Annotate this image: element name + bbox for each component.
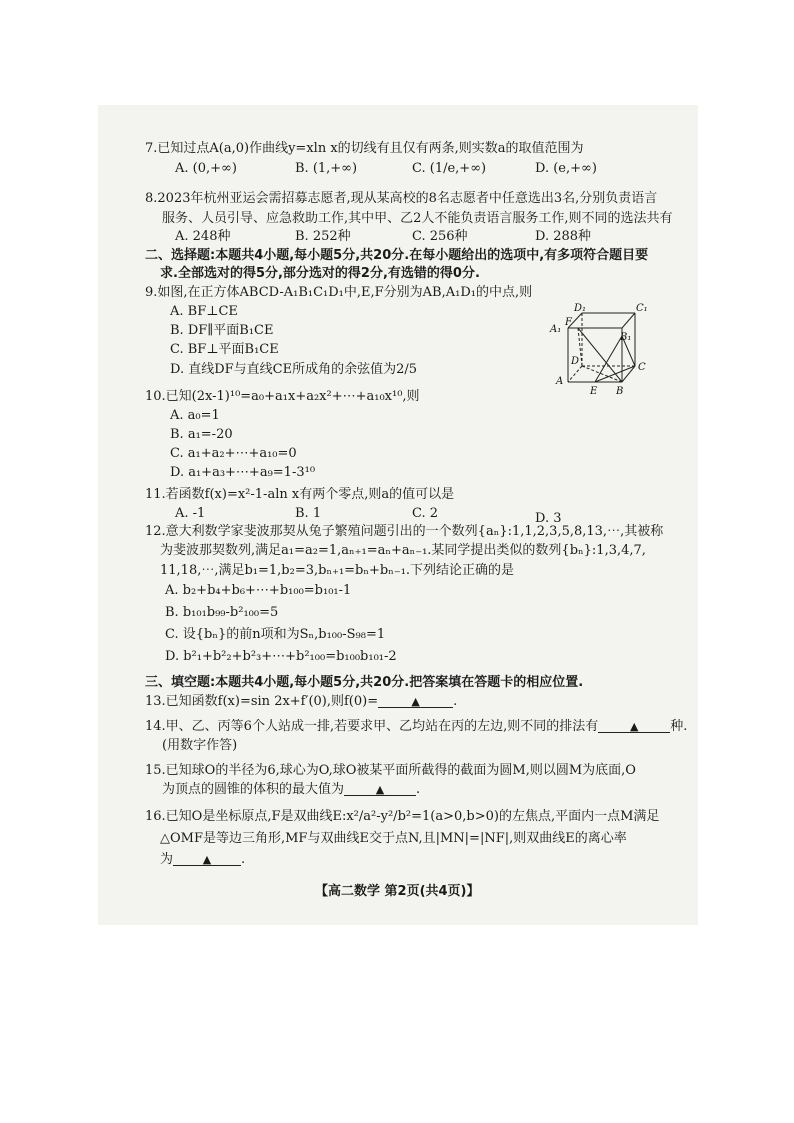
q16-line-2: △OMF是等边三角形,MF与双曲线E交于点N,且|MN|=|NF|,则双曲线E的离心率 [160, 831, 627, 846]
q12-option-c: C. 设{bₙ}的前n项和为Sₙ,b₁₀₀-S₉₈=1 [165, 627, 386, 642]
page-footer: 【高二数学 第2页(共4页)】 [315, 884, 480, 899]
q11-option-a: A. -1 [175, 506, 206, 521]
q14-text-end: 种. [670, 719, 688, 734]
blank-triangle-icon: ▲ [202, 853, 212, 866]
cube-label-a1: A₁ [550, 324, 562, 335]
cube-label-d: D [571, 356, 580, 367]
q8-option-c: C. 256种 [412, 229, 468, 244]
q16-line-3 [160, 851, 245, 869]
q7-option-d: D. (e,+∞) [535, 161, 597, 176]
blank-triangle-icon: ▲ [375, 783, 385, 796]
q11-stem: 11.若函数f(x)=x²-1-aln x有两个零点,则a的值可以是 [145, 487, 455, 502]
q12-option-a: A. b₂+b₄+b₆+⋯+b₁₀₀=b₁₀₁-1 [165, 583, 352, 598]
q16-line-1: 16.已知O是坐标原点,F是双曲线E:x²/a²-y²/b²=1(a>0,b>0)的左焦点,平面内一点M满足 [145, 809, 660, 824]
q16-text-end: . [241, 852, 246, 867]
section-2-heading-line-1: 二、选择题:本题共4小题,每小题5分,共20分.在每小题给出的选项中,有多项符合题目要 [145, 248, 649, 263]
cube-label-a: A [556, 376, 564, 387]
q12-line-2: 为斐波那契数列,满足a₁=a₂=1,aₙ₊₁=aₙ+aₙ₋₁.某同学提出类似的数列{bₙ}:1,3,4,7, [160, 543, 646, 558]
q8-option-a: A. 248种 [175, 229, 231, 244]
blank-triangle-icon: ▲ [629, 720, 639, 733]
q7-option-b: B. (1,+∞) [295, 161, 358, 176]
q15-line-2 [162, 781, 420, 799]
q9-stem: 9.如图,在正方体ABCD-A₁B₁C₁D₁中,E,F分别为AB,A₁D₁的中点,则 [145, 285, 533, 300]
q12-option-d: D. b²₁+b²₂+b²₃+⋯+b²₁₀₀=b₁₀₀b₁₀₁-2 [165, 649, 397, 664]
q11-option-b: B. 1 [295, 506, 322, 521]
cube-label-b: B [616, 386, 624, 397]
q16-text: 为 [160, 852, 174, 867]
q8-line-1: 8.2023年杭州亚运会需招募志愿者,现从某高校的8名志愿者中任意选出3名,分别负责语言 [145, 191, 658, 206]
q12-line-3: 11,18,⋯,满足b₁=1,b₂=3,bₙ₊₁=bₙ+bₙ₋₁.下列结论正确的是 [160, 563, 515, 578]
cube-label-f: F [565, 317, 572, 328]
cube-label-e: E [590, 386, 598, 397]
q7-option-a: A. (0,+∞) [175, 161, 237, 176]
q8-line-2: 服务、人员引导、应急救助工作,其中甲、乙2人不能负责语言服务工作,则不同的选法共有 [162, 211, 673, 226]
q13 [145, 693, 457, 711]
q9-option-c: C. BF⊥平面B₁CE [170, 342, 279, 357]
q10-option-a: A. a₀=1 [170, 408, 220, 423]
q9-option-b: B. DF∥平面B₁CE [170, 323, 274, 338]
section-3-heading: 三、填空题:本题共4小题,每小题5分,共20分.把答案填在答题卡的相应位置. [145, 675, 584, 690]
q11-option-d: D. 3 [535, 511, 562, 526]
q12-option-b: B. b₁₀₁b₉₉-b²₁₀₀=5 [165, 605, 279, 620]
q10-stem: 10.已知(2x-1)¹⁰=a₀+a₁x+a₂x²+⋯+a₁₀x¹⁰,则 [145, 389, 420, 404]
q13-answer-blank[interactable] [378, 693, 453, 708]
q8-option-b: B. 252种 [295, 229, 351, 244]
cube-label-c1: C₁ [636, 303, 648, 314]
q9-option-d: D. 直线DF与直线CE所成角的余弦值为2/5 [170, 362, 418, 377]
q15-text-end: . [416, 782, 421, 797]
q13-text: 13.已知函数f(x)=sin 2x+f′(0),则f(0)= [145, 694, 379, 709]
q11-option-c: C. 2 [412, 506, 439, 521]
q15-answer-blank[interactable] [344, 781, 416, 796]
q13-text-end: . [453, 694, 458, 709]
q12-line-1: 12.意大利数学家斐波那契从兔子繁殖问题引出的一个数列{aₙ}:1,1,2,3,5,8,13,⋯,其被称 [145, 524, 664, 539]
q15-line-1: 15.已知球O的半径为6,球心为O,球O被某平面所截得的截面为圆M,则以圆M为底面,O [145, 763, 636, 778]
q14-text: 14.甲、乙、丙等6个人站成一排,若要求甲、乙均站在丙的左边,则不同的排法有 [145, 719, 599, 734]
cube-figure [540, 300, 660, 400]
q16-answer-blank[interactable] [173, 851, 241, 866]
q10-option-c: C. a₁+a₂+⋯+a₁₀=0 [170, 446, 297, 461]
q10-option-d: D. a₁+a₃+⋯+a₉=1-3¹⁰ [170, 465, 316, 480]
cube-label-b1: B₁ [620, 332, 632, 343]
cube-label-d1: D₁ [574, 303, 587, 314]
q10-option-b: B. a₁=-20 [170, 427, 233, 442]
q8-option-d: D. 288种 [535, 229, 592, 244]
cube-label-c: C [638, 362, 646, 373]
q14 [145, 718, 687, 736]
q14-line-2: (用数字作答) [162, 738, 238, 753]
q7-stem: 7.已知过点A(a,0)作曲线y=xln x的切线有且仅有两条,则实数a的取值范围为 [145, 141, 584, 156]
q14-answer-blank[interactable] [598, 718, 670, 733]
q9-option-a: A. BF⊥CE [170, 304, 238, 319]
q15-text: 为顶点的圆锥的体积的最大值为 [162, 782, 345, 797]
blank-triangle-icon: ▲ [411, 695, 420, 708]
q7-option-c: C. (1/e,+∞) [412, 161, 487, 176]
section-2-heading-line-2: 求.全部选对的得5分,部分选对的得2分,有选错的得0分. [160, 266, 480, 281]
